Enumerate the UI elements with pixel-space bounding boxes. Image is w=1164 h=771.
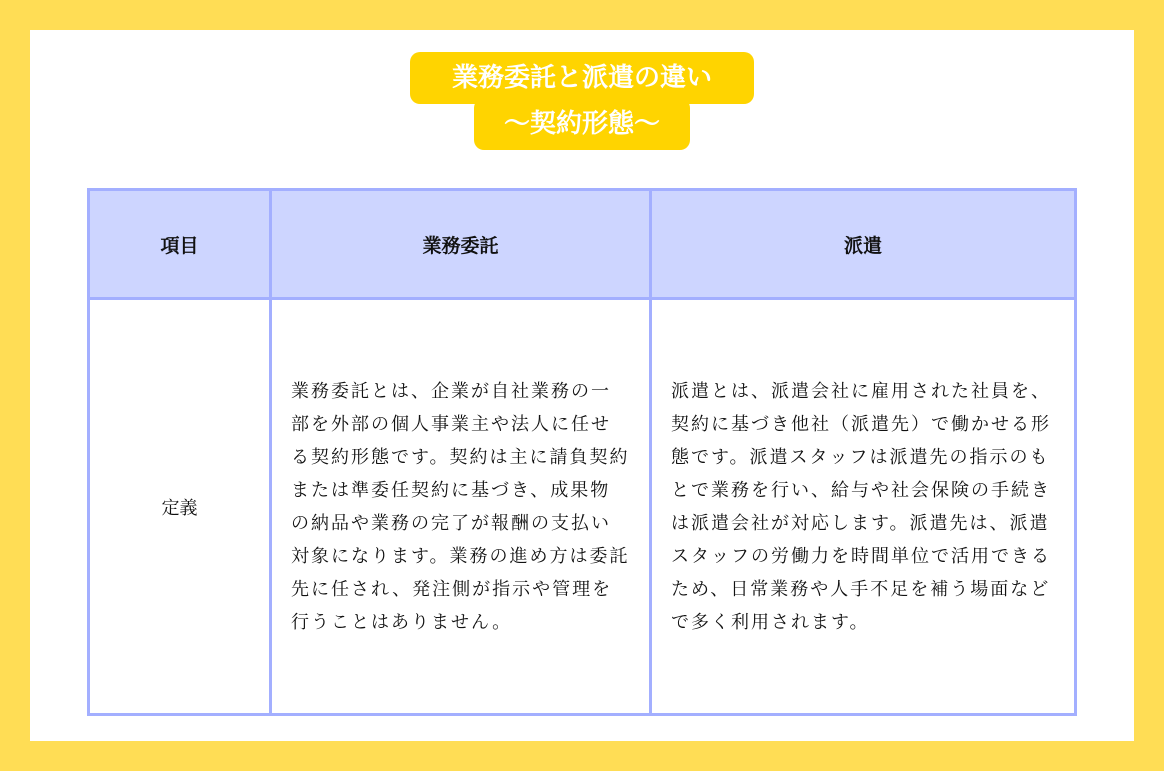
header-item: 項目	[89, 190, 271, 299]
table-row	[89, 299, 1076, 715]
dispatch-definition: 派遣とは、派遣会社に雇用された社員を、契約に基づき他社（派遣先）で働かせる形態です。派遣スタッフは派遣先の指示のもとで業務を行い、給与や社会保険の手続きは派遣会社が対応します。派遣先は、派遣スタッフの労働力を時間単位で活用できるため、日常業務や人手不足を補う場面などで多く利用されます。	[671, 380, 1051, 633]
table-header-row	[89, 190, 1076, 299]
outsourcing-cell	[271, 299, 651, 715]
comparison-table	[87, 188, 1077, 716]
outsourcing-definition: 業務委託とは、企業が自社業務の一部を外部の個人事業主や法人に任せる契約形態です。契約は主に請負契約または準委任契約に基づき、成果物の納品や業務の完了が報酬の支払い対象になります。業務の進め方は委託先に任され、発注側が指示や管理を行うことはありません。	[291, 380, 630, 633]
header-outsourcing: 業務委託	[271, 190, 651, 299]
header-dispatch: 派遣	[651, 190, 1076, 299]
title-line-2: 〜契約形態〜	[474, 98, 690, 150]
row-label: 定義	[89, 299, 271, 715]
title-line-1: 業務委託と派遣の違い	[410, 52, 754, 104]
dispatch-cell	[651, 299, 1076, 715]
